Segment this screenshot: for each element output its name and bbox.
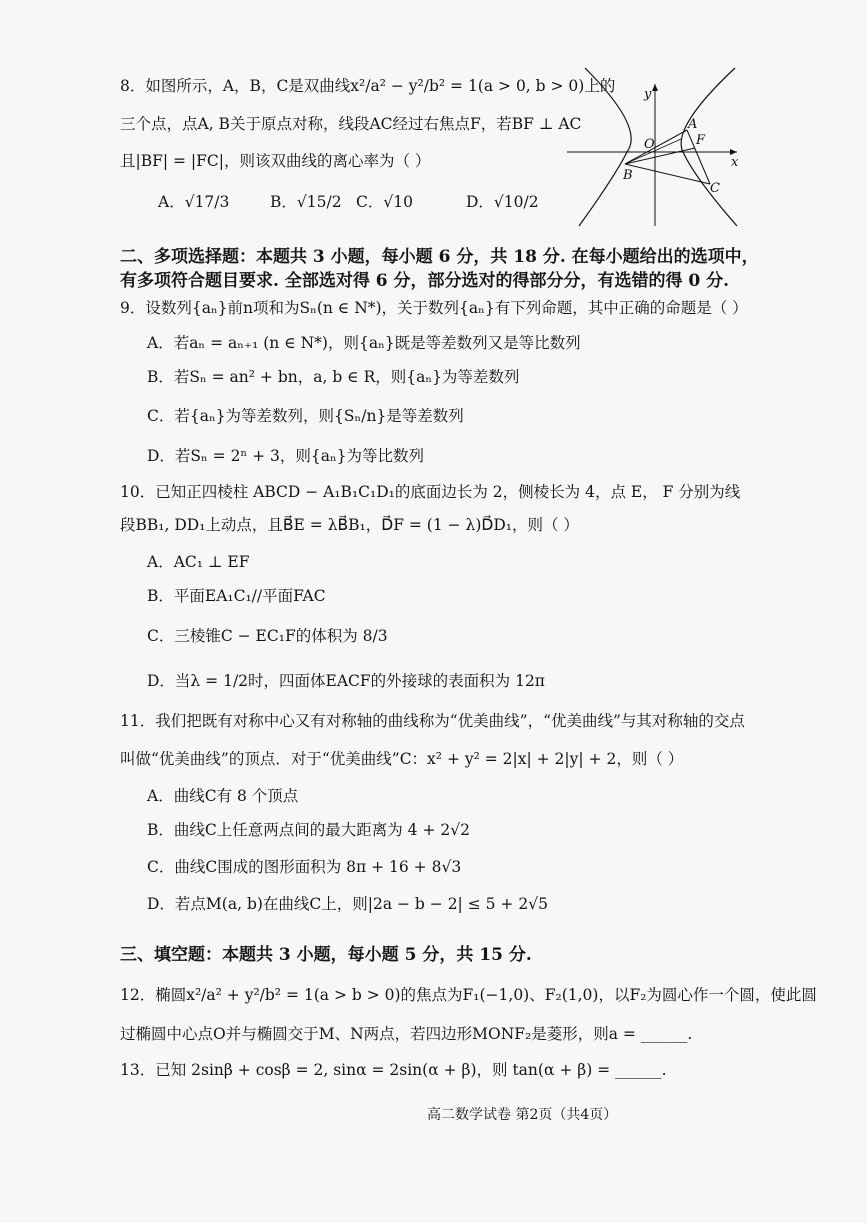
page-footer: 高二数学试卷 第2页（共4页）: [427, 1107, 618, 1123]
label-o: O: [644, 137, 655, 152]
q9-option-a: A．若aₙ = aₙ₊₁ (n ∈ N*)，则{aₙ}既是等差数列又是等比数列: [147, 334, 581, 352]
label-a: A: [688, 117, 698, 132]
q10-option-a: A．AC₁ ⊥ EF: [147, 553, 250, 571]
q8-option-d: D．√10/2: [466, 193, 539, 211]
q12-line-2: 过椭圆中心点O并与椭圆交于M、N两点，若四边形MONF₂是菱形，则a = ______.: [120, 1025, 693, 1043]
segment-bc: [625, 164, 710, 184]
label-f: F: [696, 133, 706, 148]
q11-option-a: A．曲线C有 8 个顶点: [147, 787, 299, 805]
q8-options: [158, 192, 539, 212]
q11-option-c: C．曲线C围成的图形面积为 8π + 16 + 8√3: [147, 858, 462, 876]
q10-option-b: B．平面EA₁C₁//平面FAC: [147, 587, 326, 605]
q9-option-d: D．若Sₙ = 2ⁿ + 3，则{aₙ}为等比数列: [147, 447, 425, 465]
section-2-heading-line-2: 有多项符合题目要求. 全部选对得 6 分，部分选对的得部分分，有选错的得 0 分.: [120, 271, 730, 291]
q10-option-d: D．当λ = 1/2时，四面体EACF的外接球的表面积为 12π: [147, 672, 545, 690]
label-y: y: [644, 87, 652, 102]
q11-option-b: B．曲线C上任意两点间的最大距离为 4 + 2√2: [147, 821, 470, 839]
q9-option-b: B．若Sₙ = an² + bn，a, b ∈ R，则{aₙ}为等差数列: [147, 368, 520, 386]
q12-line-1: 12．椭圆x²/a² + y²/b² = 1(a > b > 0)的焦点为F₁(−1,0)、F₂(1,0)，以F₂为圆心作一个圆，使此圆: [120, 986, 817, 1004]
q8-option-b: B．√15/2: [270, 193, 342, 211]
hyperbola-right-branch: [681, 68, 737, 226]
q8-line-3: 且|BF| = |FC|，则该双曲线的离心率为（ ）: [120, 152, 431, 170]
label-b: B: [623, 168, 633, 183]
q8-line-1: 8．如图所示，A，B，C是双曲线x²/a² − y²/b² = 1(a > 0, b > 0)上的: [120, 77, 616, 95]
label-c: C: [710, 181, 720, 196]
section-3-heading: 三、填空题：本题共 3 小题，每小题 5 分，共 15 分.: [120, 945, 532, 965]
segment-ab: [625, 130, 687, 164]
q11-line-2: 叫做“优美曲线”的顶点．对于“优美曲线”C：x² + y² = 2|x| + 2|y| + 2，则（ ）: [120, 750, 684, 768]
hyperbola-figure: [567, 66, 747, 228]
q11-line-1: 11．我们把既有对称中心又有对称轴的曲线称为“优美曲线”，“优美曲线”与其对称轴的交点: [120, 712, 745, 730]
q8-line-2: 三个点，点A, B关于原点对称，线段AC经过右焦点F，若BF ⊥ AC: [120, 115, 582, 133]
q10-line-1: 10．已知正四棱柱 ABCD − A₁B₁C₁D₁的底面边长为 2，侧棱长为 4，点 E， F 分别为线: [120, 483, 741, 501]
q10-option-c: C．三棱锥C − EC₁F的体积为 8/3: [147, 627, 388, 645]
q8-option-c: C．√10: [356, 193, 413, 211]
q13-line-1: 13．已知 2sinβ + cosβ = 2, sinα = 2sin(α + β)，则 tan(α + β) = ______.: [120, 1061, 667, 1079]
label-x: x: [731, 155, 739, 170]
q8-option-a: A．√17/3: [158, 193, 230, 211]
q9-stem: 9．设数列{aₙ}前n项和为Sₙ(n ∈ N*)，关于数列{aₙ}有下列命题，其中正确的命题是（ ）: [120, 299, 748, 317]
y-axis-arrow: [652, 84, 658, 91]
section-2-heading-line-1: 二、多项选择题：本题共 3 小题，每小题 6 分，共 18 分. 在每小题给出的选项中，: [120, 247, 759, 267]
q11-option-d: D．若点M(a, b)在曲线C上，则|2a − b − 2| ≤ 5 + 2√5: [147, 895, 548, 913]
hyperbola-left-branch: [579, 68, 631, 226]
q9-option-c: C．若{aₙ}为等差数列，则{Sₙ/n}是等差数列: [147, 407, 464, 425]
q10-line-2: 段BB₁, DD₁上动点，且B⃗E = λB⃗B₁，D⃗F = (1 − λ)D⃗D₁，则（ ）: [120, 516, 579, 534]
